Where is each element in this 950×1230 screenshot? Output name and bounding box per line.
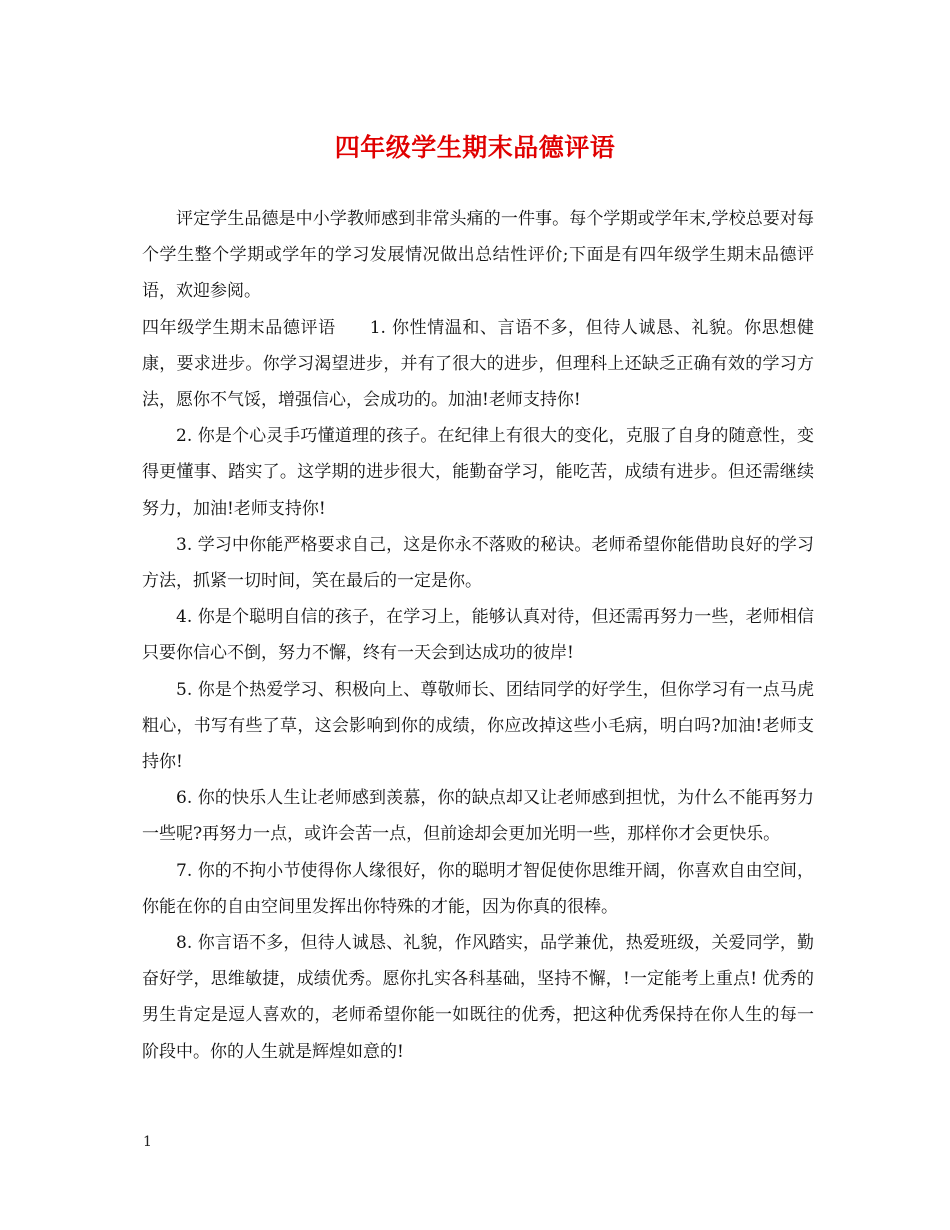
comment-8: 8. 你言语不多，但待人诚恳、礼貌，作风踏实，品学兼优，热爱班级，关爱同学，勤奋好学，思维敏捷，成绩优秀。愿你扎实各科基础，坚持不懈，!一定能考上重点! 优秀的男生肯定是逗人喜欢的，老师希望你能一如既往的优秀，把这种优秀保持在你人生的每一阶段中。你的人生就是辉煌如意的! bbox=[142, 933, 814, 1062]
comment-3: 3. 学习中你能严格要求自己，这是你永不落败的秘诀。老师希望你能借助良好的学习方法，抓紧一切时间，笑在最后的一定是你。 bbox=[142, 534, 814, 592]
intro-paragraph: 评定学生品德是中小学教师感到非常头痛的一件事。每个学期或学年末,学校总要对每个学生整个学期或学年的学习发展情况做出总结性评价;下面是有四年级学生期末品德评语，欢迎参阅。 bbox=[142, 209, 814, 302]
document-title: 四年级学生期末品德评语 bbox=[334, 133, 616, 162]
comment-7: 7. 你的不拘小节使得你人缘很好，你的聪明才智促使你思维开阔，你喜欢自由空间，你能在你的自由空间里发挥出你特殊的才能，因为你真的很棒。 bbox=[142, 860, 814, 917]
comment-4: 4. 你是个聪明自信的孩子，在学习上，能够认真对待，但还需再努力一些，老师相信只要你信心不倒，努力不懈，终有一天会到达成功的彼岸! bbox=[142, 607, 814, 664]
document-body bbox=[142, 201, 814, 1070]
comment-2: 2. 你是个心灵手巧懂道理的孩子。在纪律上有很大的变化，克服了自身的随意性，变得更懂事、踏实了。这学期的进步很大，能勤奋学习，能吃苦，成绩有进步。但还需继续努力，加油!老师支持你! bbox=[142, 426, 814, 519]
comment-1: 1. 你性情温和、言语不多，但待人诚恳、礼貌。你思想健康，要求进步。你学习渴望进步，并有了很大的进步，但理科上还缺乏正确有效的学习方法，愿你不气馁，增强信心，会成功的。加油!老师支持你! bbox=[142, 317, 814, 411]
section-heading: 四年级学生期末品德评语 bbox=[142, 317, 336, 338]
first-comment-paragraph bbox=[142, 310, 814, 419]
comment-6: 6. 你的快乐人生让老师感到羡慕，你的缺点却又让老师感到担忧，为什么不能再努力一些呢?再努力一点，或许会苦一点，但前途却会更加光明一些，那样你才会更快乐。 bbox=[142, 788, 814, 845]
page-number: 1 bbox=[143, 1134, 152, 1150]
comment-5: 5. 你是个热爱学习、积极向上、尊敬师长、团结同学的好学生，但你学习有一点马虎粗心，书写有些了草，这会影响到你的成绩，你应改掉这些小毛病，明白吗?加油!老师支持你! bbox=[142, 679, 814, 773]
